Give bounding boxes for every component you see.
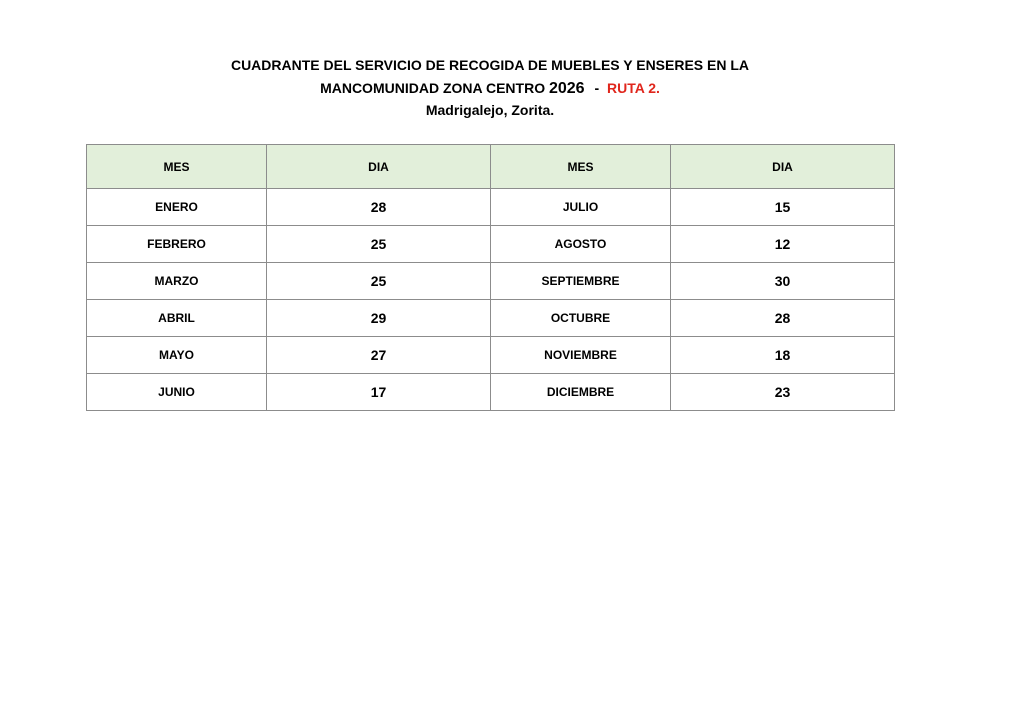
day-cell: 27 bbox=[267, 337, 491, 374]
document-header bbox=[0, 54, 980, 120]
month-cell: ABRIL bbox=[87, 300, 267, 337]
title-line-2 bbox=[0, 77, 980, 100]
day-cell: 23 bbox=[671, 374, 895, 411]
column-header-mes: MES bbox=[491, 145, 671, 189]
day-cell: 25 bbox=[267, 226, 491, 263]
month-cell: MARZO bbox=[87, 263, 267, 300]
table-row bbox=[87, 226, 895, 263]
month-cell: JULIO bbox=[491, 189, 671, 226]
month-cell: ENERO bbox=[87, 189, 267, 226]
month-cell: JUNIO bbox=[87, 374, 267, 411]
table-row bbox=[87, 300, 895, 337]
month-cell: AGOSTO bbox=[491, 226, 671, 263]
table-row bbox=[87, 189, 895, 226]
table-row bbox=[87, 337, 895, 374]
month-cell: OCTUBRE bbox=[491, 300, 671, 337]
table-row bbox=[87, 374, 895, 411]
column-header-mes: MES bbox=[87, 145, 267, 189]
municipalities-subtitle: Madrigalejo, Zorita. bbox=[425, 102, 555, 118]
day-cell: 28 bbox=[671, 300, 895, 337]
month-cell: SEPTIEMBRE bbox=[491, 263, 671, 300]
route-label: RUTA 2. bbox=[607, 80, 660, 96]
month-cell: NOVIEMBRE bbox=[491, 337, 671, 374]
table-row bbox=[87, 263, 895, 300]
title-dash: - bbox=[594, 80, 600, 96]
month-cell: FEBRERO bbox=[87, 226, 267, 263]
day-cell: 12 bbox=[671, 226, 895, 263]
day-cell: 29 bbox=[267, 300, 491, 337]
month-cell: DICIEMBRE bbox=[491, 374, 671, 411]
day-cell: 25 bbox=[267, 263, 491, 300]
title-line-1: CUADRANTE DEL SERVICIO DE RECOGIDA DE MUEBLES Y ENSERES EN LA bbox=[230, 57, 750, 73]
column-header-dia: DIA bbox=[671, 145, 895, 189]
title-organization: MANCOMUNIDAD ZONA CENTRO bbox=[320, 80, 546, 96]
day-cell: 28 bbox=[267, 189, 491, 226]
day-cell: 15 bbox=[671, 189, 895, 226]
day-cell: 17 bbox=[267, 374, 491, 411]
column-header-dia: DIA bbox=[267, 145, 491, 189]
day-cell: 30 bbox=[671, 263, 895, 300]
title-year: 2026 bbox=[548, 80, 585, 97]
month-cell: MAYO bbox=[87, 337, 267, 374]
day-cell: 18 bbox=[671, 337, 895, 374]
collection-schedule-table bbox=[86, 144, 895, 411]
table-header-row bbox=[87, 145, 895, 189]
